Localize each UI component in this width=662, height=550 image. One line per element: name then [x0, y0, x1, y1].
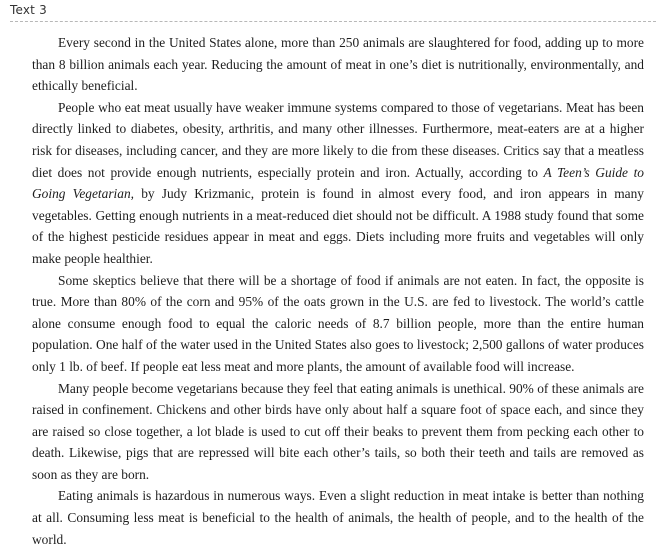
- paragraph-2: [32, 97, 644, 270]
- paragraph-1: Every second in the United States alone, more than 250 animals are slaughtered for food, adding up to more than 8 billion animals each year. Reducing the amount of meat in one’s diet is nutritionally, environmentally, and ethically beneficial.: [32, 35, 644, 94]
- dashed-divider: [10, 21, 656, 22]
- reading-passage: [32, 32, 644, 550]
- paragraph-2-text-after: by Judy Krizmanic, protein is found in almost every food, and iron appears in many vegetables. Getting enough nutrients in a meat-reduced diet should not be difficult. A 1988 study found that some of the highest pesticide residues appear in meat and eggs. Diets including more fruits and vegetables will only make people healthier.: [32, 186, 644, 266]
- book-title: A Teen’s Guide to Going Vegetarian,: [32, 164, 644, 202]
- text-label: Text 3: [10, 3, 47, 17]
- paragraph-2-text-before: People who eat meat usually have weaker immune systems compared to those of vegetarians. Meat has been directly linked to diabetes, obesity, arthritis, and many other illnesses. Furthermore, meat-eaters are at a higher risk for diseases, including cancer, and they are more likely to die from these diseases. Critics say that a meatless diet does not provide enough nutrients, especially protein and iron. Actually, according to: [32, 99, 644, 180]
- paragraph-3: Some skeptics believe that there will be a shortage of food if animals are not eaten. In fact, the opposite is true. More than 80% of the corn and 95% of the oats grown in the U.S. are fed to livestock. The world’s cattle alone consume enough food to equal the caloric needs of 8.7 billion people, more than the entire human population. One half of the water used in the United States also goes to livestock; 2,500 gallons of water produces only 1 lb. of beef. If people eat less meat and more plants, the amount of available food will increase.: [32, 272, 644, 374]
- paragraph-5: Eating animals is hazardous in numerous ways. Even a slight reduction in meat intake is better than nothing at all. Consuming less meat is beneficial to the health of animals, the health of people, and to the health of the world.: [32, 488, 644, 547]
- paragraph-4: Many people become vegetarians because they feel that eating animals is unethical. 90% of these animals are raised in confinement. Chickens and other birds have only about half a square foot of space each, and since they are raised so close together, a lot blade is used to cut off their beaks to prevent them from pecking each other to death. Likewise, pigs that are repressed will bite each other’s tails, so both their teeth and tails are removed as soon as they are born.: [32, 380, 644, 482]
